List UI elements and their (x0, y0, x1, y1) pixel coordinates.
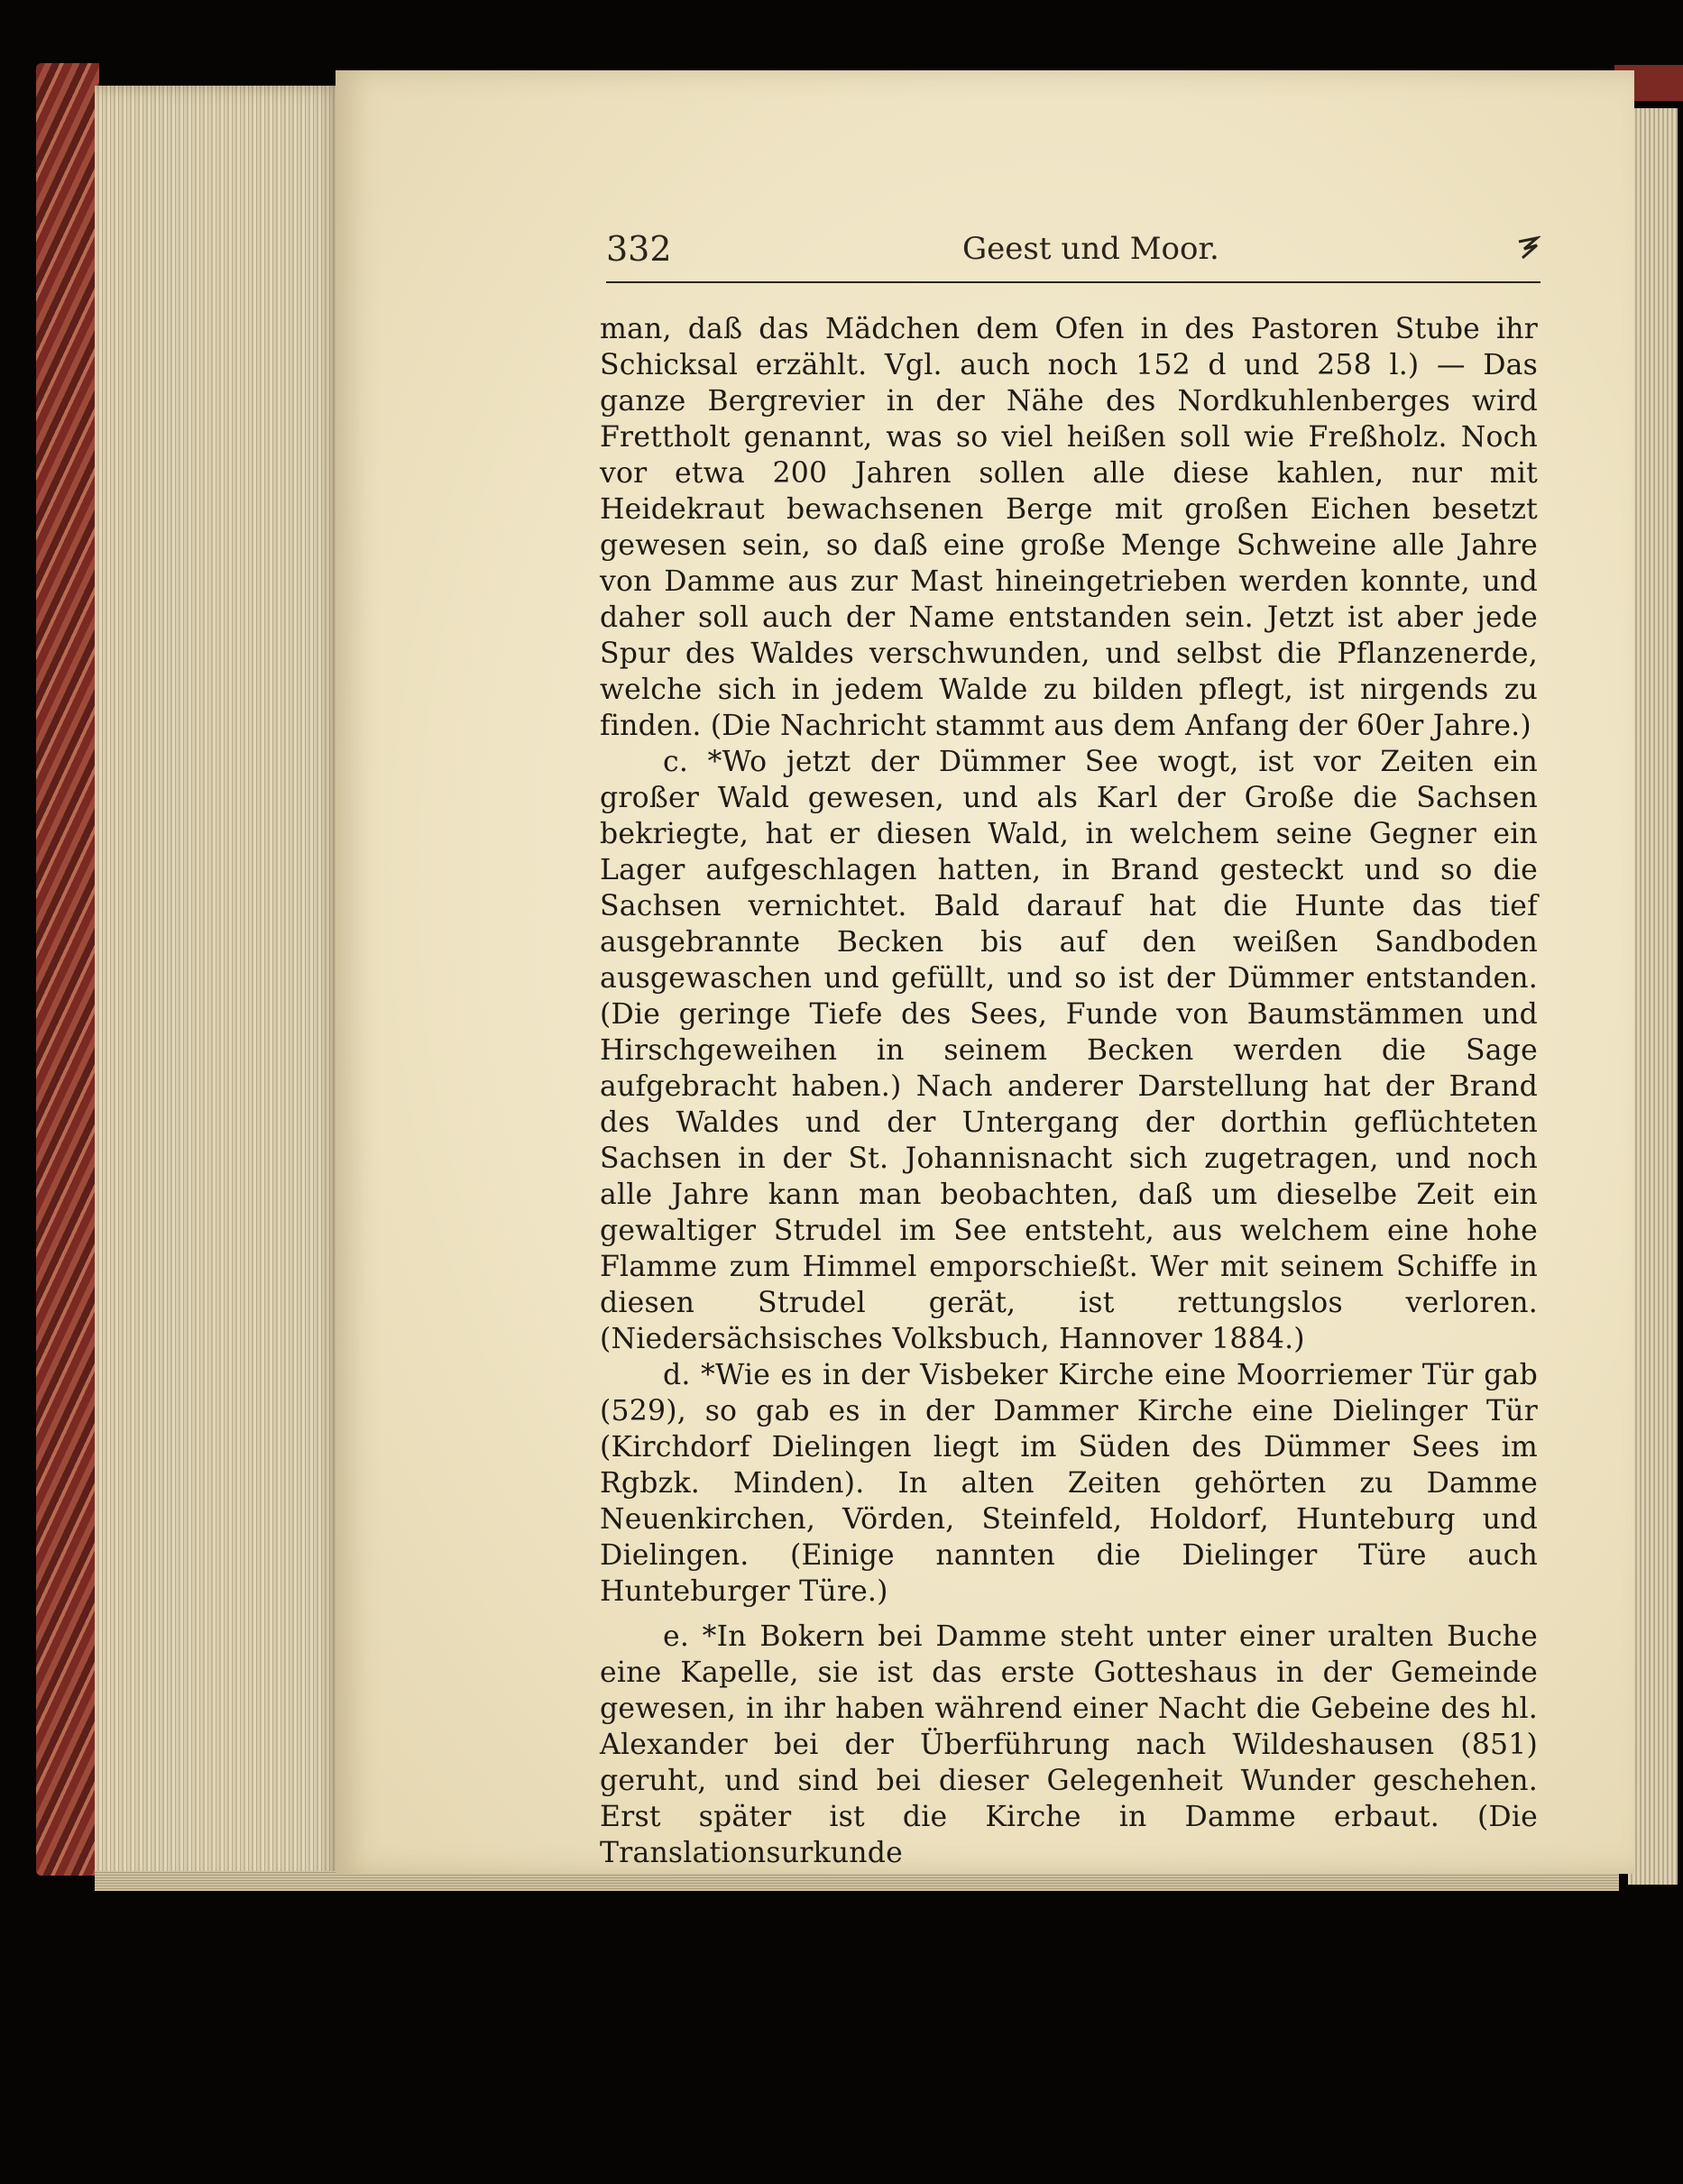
paragraph-e: e. *In Bokern bei Damme steht unter einer uralten Buche eine Kapelle, sie ist das erste Gotteshaus in der Gemeinde gewesen, in ihr haben während einer Nacht die Gebeine des hl. Alexander bei der Überführung nach Wildeshausen (851) geruht, und sind bei dieser Gelegenheit Wunder geschehen. Erst später ist die Kirche in Damme erbaut. (Die Translationsurkunde (600, 1620, 1538, 1869)
printer-mark-icon (1515, 234, 1540, 262)
page-edges-left (95, 86, 343, 1885)
page-body (600, 311, 1538, 1871)
running-title: Geest und Moor. (962, 231, 1219, 267)
page-edges-right (1628, 108, 1678, 1885)
paragraph-d: d. *Wie es in der Visbeker Kirche eine Moorriemer Tür gab (529), so gab es in der Dammer Kirche eine Dielinger Tür (Kirchdorf Dielingen liegt im Süden des Dümmer Sees im Rgbzk. Minden). In alten Zeiten gehörten zu Damme Neuenkirchen, Vörden, Steinfeld, Holdorf, Hunteburg und Dielingen. (Einige nannten die Dielinger Türe auch Hunteburger Türe.) (600, 1359, 1538, 1608)
book-cover-left (36, 63, 99, 1876)
paragraph-gap (600, 1610, 1538, 1619)
page-edges-bottom (95, 1871, 1619, 1891)
paragraph-c: c. *Wo jetzt der Dümmer See wogt, ist vor Zeiten ein großer Wald gewesen, und als Karl der Große die Sachsen bekriegte, hat er diesen Wald, in welchem seine Gegner ein Lager aufgeschlagen hatten, in Brand gesteckt und so die Sachsen vernichtet. Bald darauf hat die Hunte das tief ausgebrannte Becken bis auf den weißen Sandboden ausgewaschen und gefüllt, und so ist der Dümmer entstanden. (Die geringe Tiefe des Sees, Funde von Baumstämmen und Hirschgeweihen in seinem Becken werden die Sage aufgebracht haben.) Nach anderer Darstellung hat der Brand des Waldes und der Untergang der dorthin geflüchteten Sachsen in der St. Johannisnacht sich zugetragen, und noch alle Jahre kann man beobachten, daß um dieselbe Zeit ein gewaltiger Strudel im See entsteht, aus welchem eine hohe Flamme zum Himmel emporschießt. Wer mit seinem Schiffe in diesen Strudel gerät, ist rettungslos verloren. (Niedersächsisches Volksbuch, Hannover 1884.) (600, 746, 1538, 1355)
paragraph-continued: man, daß das Mädchen dem Ofen in des Pastoren Stube ihr Schicksal erzählt. Vgl. auch noch 152 d und 258 l.) — Das ganze Bergrevier in der Nähe des Nordkuhlenberges wird Frettholt genannt, was so viel heißen soll wie Freßholz. Noch vor etwa 200 Jahren sollen alle diese kahlen, nur mit Heidekraut bewachsenen Berge mit großen Eichen besetzt gewesen sein, so daß eine große Menge Schweine alle Jahre von Damme aus zur Mast hineingetrieben werden konnte, und daher soll auch der Name entstanden sein. Jetzt ist aber jede Spur des Waldes verschwunden, und selbst die Pflanzenerde, welche sich in jedem Walde zu bilden pflegt, ist nirgends zu finden. (Die Nachricht stammt aus dem Anfang der 60er Jahre.) (600, 313, 1538, 742)
page-number: 332 (606, 229, 672, 269)
page-header (606, 225, 1540, 283)
